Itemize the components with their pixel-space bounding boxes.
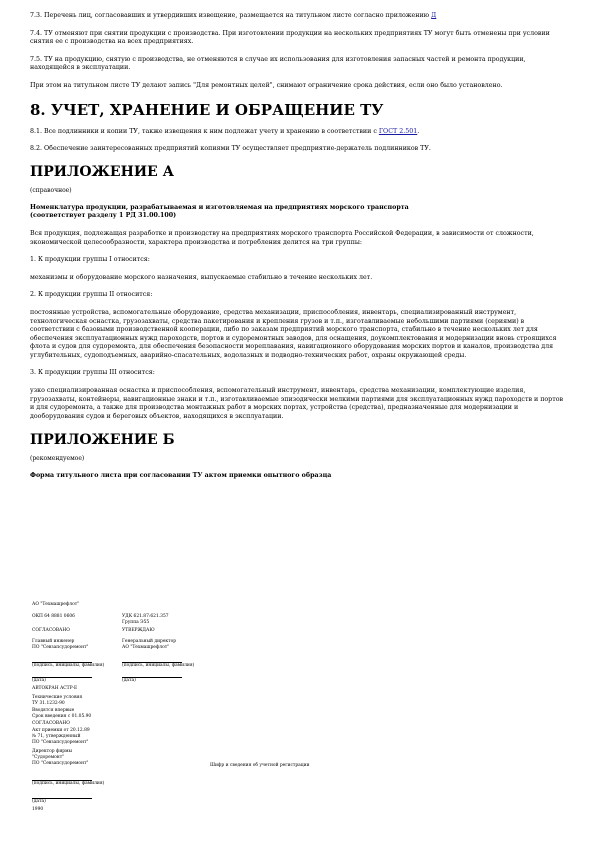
appendix-a-note: (справочное) (30, 186, 72, 194)
link-gost-2-501[interactable]: ГОСТ 2.501 (378, 127, 418, 135)
title-page-form (30, 600, 570, 830)
tp-spec-number: Технические условия ТУ 31.1232-90 (32, 695, 83, 706)
tp-registration-info: Шифр и сведения об учетной регистрации (210, 763, 310, 768)
tp-signature-caption-3: (подпись, инициалы, фамилия) (32, 781, 105, 786)
tp-signature-caption-2: (подпись, инициалы, фамилия) (122, 663, 195, 668)
tp-intro-date: Вводятся впервые Срок введения с 01.05.90 (32, 708, 92, 719)
tp-director: Директор фирмы "Судоремонт" ПО "Севзапсудоремонт" (32, 749, 89, 766)
tp-approved-position: Генеральный директор АО "Техмашрефлот" (122, 639, 177, 650)
group-2-body: постоянные устройства, вспомогательные оборудование, средства механизации, приспособления, инвентарь, специализированный инструмент, технологическая оснастка, грузозахваты, средства пакетирования и крепления грузов и т.п., изготавливаемые небольшими партиями (сериями) в соответствии с базовыми производственной кооперации, либо по заказам предприятий морского транспорта, стабильно в течение нескольких лет для обеспечения эксплуатационных нужд пароходств, портов и судоремонтных заводов, для оснащения, доукомплектования и модернизации вновь строящихся флота и судов для судоремонта, для обеспечения безопасности мореплавания, навигационного оборудования морских портов и каналов, производства для углубительных, судоподъемных, аварийно-спасательных, водолазных и подводно-технических работ, охраны окружающей среды. (30, 308, 557, 359)
group-2-heading: 2. К продукции группы II относится: (30, 291, 153, 299)
appendix-a-subtitle-ref: (соответствует разделу 1 РД 31.00.100) (30, 212, 177, 220)
group-1-body: механизмы и оборудование морского назначения, выпускаемые стабильно в течение нескольких лет. (30, 273, 373, 281)
tp-signature-caption-1: (подпись, инициалы, фамилия) (32, 663, 105, 668)
tp-okp-code: ОКП 64 8881 0606 (32, 614, 75, 619)
para-8-1: 8.1. Все подлинники и копии ТУ, также извещения к ним подлежат учету и хранению в соответствии с ГОСТ 2.501. (30, 127, 420, 135)
tp-agreed: СОГЛАСОВАНО (32, 628, 70, 633)
tp-year: 1990 (32, 807, 44, 812)
group-1-heading: 1. К продукции группы I относится: (30, 256, 150, 264)
appendix-b-subtitle: Форма титульного листа при согласовании ТУ актом приемки опытного образца (30, 472, 332, 480)
tp-product-name: АВТОКРАН АСТР-Е (32, 686, 78, 691)
tp-agreed-position: Главный инженер ПО "Севзапсудоремонт" (32, 639, 89, 650)
para-7-3: 7.3. Перечень лиц, согласовавших и утвердивших извещение, размещается на титульном листе согласно приложению Д (30, 12, 437, 19)
link-appendix-d[interactable]: Д (431, 12, 437, 19)
appendix-a-title: ПРИЛОЖЕНИЕ А (30, 163, 174, 180)
tp-agreed-2: СОГЛАСОВАНО (32, 721, 70, 726)
tp-acceptance-act: Акт приемки от 20.12.89 № 71, утвержденный ПО "Севзапсудоремонт" (32, 728, 90, 745)
para-7-4: 7.4. ТУ отменяют при снятии продукции с производства. При изготовлении продукции на нескольких предприятиях ТУ могут быть отменены при условии снятия ее с производства на всех предприятиях. (30, 29, 550, 46)
para-7-6: При этом на титульном листе ТУ делают запись "Для ремонтных целей", снимают ограничение срока действия, если оно было установлено. (30, 81, 503, 89)
section-8-title: 8. УЧЕТ, ХРАНЕНИЕ И ОБРАЩЕНИЕ ТУ (30, 100, 384, 119)
appendix-a-subtitle: Номенклатура продукции, разрабатываемая и изготовляемая на предприятиях морского транспорта (30, 203, 409, 211)
appendix-a-intro: Вся продукция, подлежащая разработке и производству на предприятиях морского транспорта Российской Федерации, в зависимости от сложности, экономической целесообразности, характера производства и потребления делится на три группы: (30, 229, 534, 246)
appendix-b-title: ПРИЛОЖЕНИЕ Б (30, 432, 175, 449)
tp-udk-group: УДК 621.87:621.357 Группа Э55 (122, 614, 169, 625)
tp-approved: УТВЕРЖДАЮ (122, 628, 155, 633)
tp-date-caption-2: (дата) (122, 678, 136, 683)
tp-organization: АО "Техмашрефлот" (32, 602, 80, 607)
group-3-body: узко специализированная оснастка и приспособления, вспомогательный инструмент, инвентарь, средства механизации, комплектующие изделия, грузозахваты, контейнеры, навигационные знаки и т.п., изготавливаемые эпизодически мелкими партиями для эксплуатационных нужд пароходств и портов и для судоремонта, а также для производства монтажных работ в морских портах, устройства (средства), предназначенные для модернизации и дооборудования судов и береговых объектов, находящихся в эксплуатации. (30, 387, 564, 420)
group-3-heading: 3. К продукции группы III относится: (30, 369, 155, 377)
para-7-5: 7.5. ТУ на продукцию, снятую с производства, не отменяются в случае их использования для изготовления запасных частей и ремонта продукции, находящейся в эксплуатации. (30, 55, 526, 72)
appendix-b-note: (рекомендуемое) (30, 455, 85, 463)
tp-date-caption-3: (дата) (32, 799, 46, 804)
para-8-2: 8.2. Обеспечение заинтересованных предприятий копиями ТУ осуществляет предприятие-держатель подлинников ТУ. (30, 145, 431, 153)
tp-date-caption-1: (дата) (32, 678, 46, 683)
